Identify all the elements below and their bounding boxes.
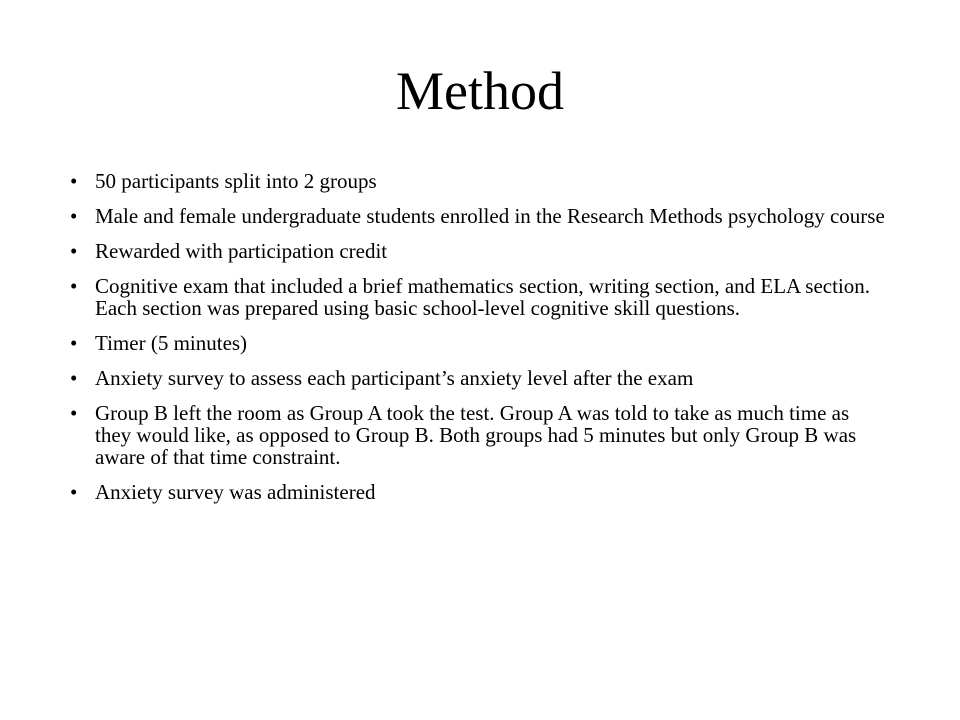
bullet-text: Anxiety survey to assess each participant’s anxiety level after the exam [95,366,694,390]
bullet-text: Rewarded with participation credit [95,239,388,263]
bullet-text: 50 participants split into 2 groups [95,169,377,193]
bullet-icon: • [70,239,78,263]
bullet-text: Anxiety survey was administered [95,480,376,504]
slide-title: Method [396,61,564,121]
bullet-item [70,367,890,389]
bullet-icon: • [70,366,78,390]
bullet-text: Timer (5 minutes) [95,331,248,355]
bullet-icon: • [70,204,78,228]
bullet-item [70,205,890,227]
bullet-icon: • [70,331,78,355]
bullet-item [70,481,890,503]
bullet-icon: • [70,169,78,193]
bullet-item [70,332,890,354]
bullet-item [70,240,890,262]
bullet-icon: • [70,401,78,425]
bullet-item [70,275,890,319]
bullet-text: Cognitive exam that included a brief mathematics section, writing section, and ELA section. Each section was prepared using basic school-level cognitive skill questions. [95,274,871,320]
bullet-item [70,402,890,468]
bullet-list [70,170,890,516]
bullet-item [70,170,890,192]
bullet-text: Male and female undergraduate students enrolled in the Research Methods psychology course [95,204,885,228]
bullet-icon: • [70,274,78,298]
bullet-text: Group B left the room as Group A took the test. Group A was told to take as much time as they would like, as opposed to Group B. Both groups had 5 minutes but only Group B was aware of that time constraint. [95,401,857,469]
bullet-icon: • [70,480,78,504]
